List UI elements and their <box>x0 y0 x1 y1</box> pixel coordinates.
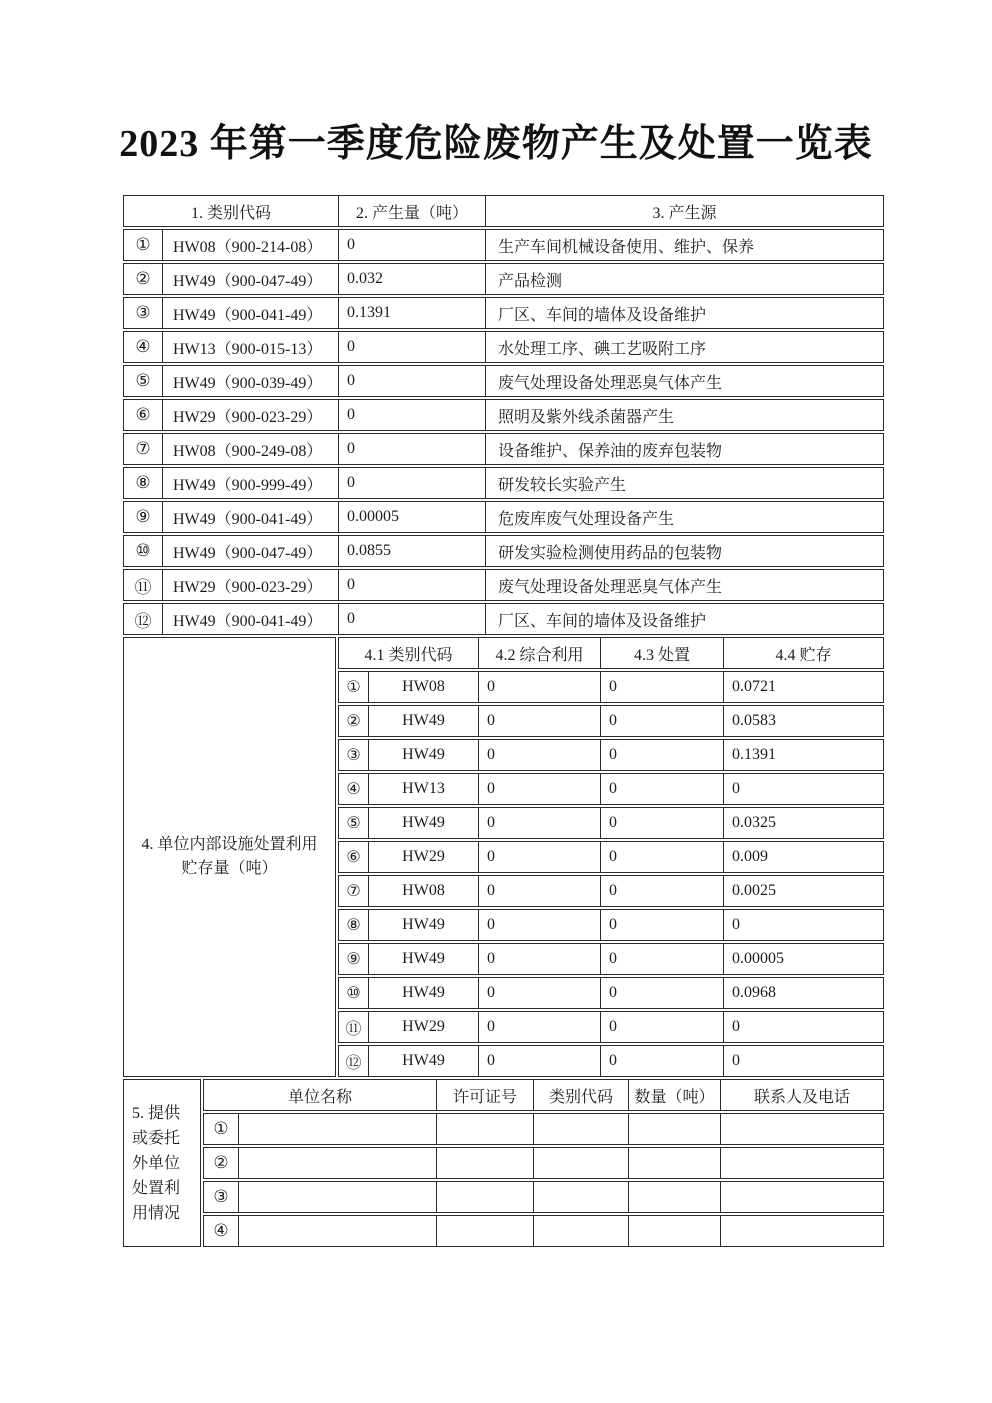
code-cell <box>534 1182 629 1212</box>
contact-cell <box>721 1148 883 1178</box>
storage-cell: 0.009 <box>732 848 768 865</box>
quantity-cell <box>629 1182 721 1212</box>
disposal-cell: 0 <box>601 910 724 940</box>
row-number: ② <box>204 1148 239 1178</box>
table-row <box>123 229 884 261</box>
amount-cell: 0.00005 <box>339 502 486 532</box>
amount-cell: 0 <box>339 332 486 362</box>
header-category-code: 1. 类别代码 <box>124 196 339 226</box>
code-cell: HW49 <box>369 1046 479 1076</box>
disposal-cell: 0 <box>601 1046 724 1076</box>
section5-label-line5: 用情况 <box>132 1204 181 1222</box>
row-number: ⑪ <box>339 1012 369 1042</box>
storage-cell: 0 <box>732 1052 740 1069</box>
row-number: ④ <box>339 774 369 804</box>
row-number: ⑨ <box>339 944 369 974</box>
utilization-cell: 0 <box>479 706 601 736</box>
source-cell: 厂区、车间的墙体及设备维护 <box>498 306 707 324</box>
row-number: ⑥ <box>339 842 369 872</box>
table-row <box>338 943 884 975</box>
unit-name-cell <box>239 1182 437 1212</box>
utilization-cell: 0 <box>479 876 601 906</box>
code-cell <box>534 1114 629 1144</box>
row-number: ⑩ <box>339 978 369 1008</box>
table-row <box>203 1113 884 1145</box>
amount-cell: 0 <box>339 570 486 600</box>
utilization-cell: 0 <box>479 808 601 838</box>
row-number: ① <box>204 1114 239 1144</box>
disposal-cell: 0 <box>601 706 724 736</box>
section4 <box>123 637 884 1077</box>
contact-cell <box>721 1216 883 1246</box>
utilization-cell: 0 <box>479 1012 601 1042</box>
permit-cell <box>437 1114 534 1144</box>
code-cell: HW29 <box>369 842 479 872</box>
header-category-code: 类别代码 <box>534 1080 629 1110</box>
section5-label-line4: 处置利 <box>132 1179 181 1197</box>
row-number: ⑧ <box>339 910 369 940</box>
utilization-cell: 0 <box>479 910 601 940</box>
utilization-cell: 0 <box>479 774 601 804</box>
table-row <box>338 671 884 703</box>
code-cell: HW13 <box>369 774 479 804</box>
source-cell: 研发较长实验产生 <box>498 476 627 494</box>
utilization-cell: 0 <box>479 1046 601 1076</box>
page-title: 2023 年第一季度危险废物产生及处置一览表 <box>119 123 873 165</box>
section4-label-line2: 贮存量（吨） <box>181 860 278 877</box>
header-42-utilization: 4.2 综合利用 <box>479 638 601 668</box>
header-43-disposal: 4.3 处置 <box>601 638 724 668</box>
table-row <box>338 1011 884 1043</box>
code-cell: HW08 <box>369 672 479 702</box>
table-row <box>123 501 884 533</box>
table-row <box>123 331 884 363</box>
disposal-cell: 0 <box>601 808 724 838</box>
permit-cell <box>437 1182 534 1212</box>
category-code-cell: HW29（900-023-29） <box>163 400 339 430</box>
table-row <box>123 569 884 601</box>
code-cell <box>534 1216 629 1246</box>
code-cell: HW29 <box>369 1012 479 1042</box>
header-contact: 联系人及电话 <box>753 1088 850 1106</box>
amount-cell: 0 <box>339 434 486 464</box>
section5-table <box>203 1079 884 1247</box>
amount-cell: 0 <box>339 604 486 634</box>
utilization-cell: 0 <box>479 672 601 702</box>
section5-body <box>203 1113 884 1247</box>
header-unit-name: 单位名称 <box>204 1080 437 1110</box>
section5-label <box>123 1079 201 1247</box>
row-number: ④ <box>204 1216 239 1246</box>
table-row <box>203 1181 884 1213</box>
code-cell: HW49 <box>369 740 479 770</box>
section5-label-line2: 或委托 <box>132 1129 181 1147</box>
source-cell: 废气处理设备处理恶臭气体产生 <box>498 578 723 596</box>
table-row <box>338 773 884 805</box>
disposal-cell: 0 <box>601 876 724 906</box>
header-source: 3. 产生源 <box>652 204 717 222</box>
storage-cell: 0.0025 <box>732 882 776 899</box>
section5-header-row <box>203 1079 884 1111</box>
utilization-cell: 0 <box>479 740 601 770</box>
table-row <box>338 739 884 771</box>
category-code-cell: HW49（900-039-49） <box>163 366 339 396</box>
amount-cell: 0.1391 <box>339 298 486 328</box>
disposal-cell: 0 <box>601 944 724 974</box>
storage-cell: 0.0721 <box>732 678 776 695</box>
row-number: ⑧ <box>124 468 163 498</box>
table-row <box>338 977 884 1009</box>
table-row <box>123 365 884 397</box>
header-quantity: 数量（吨） <box>629 1080 721 1110</box>
header-amount: 2. 产生量（吨） <box>339 196 486 226</box>
table1-body <box>123 229 884 635</box>
row-number: ③ <box>204 1182 239 1212</box>
header-permit-no: 许可证号 <box>437 1080 534 1110</box>
table-row <box>338 705 884 737</box>
unit-name-cell <box>239 1114 437 1144</box>
amount-cell: 0 <box>339 366 486 396</box>
code-cell: HW49 <box>369 808 479 838</box>
category-code-cell: HW49（900-047-49） <box>163 536 339 566</box>
section4-label <box>123 637 336 1077</box>
quantity-cell <box>629 1114 721 1144</box>
source-cell: 废气处理设备处理恶臭气体产生 <box>498 374 723 392</box>
category-code-cell: HW29（900-023-29） <box>163 570 339 600</box>
table-row <box>338 807 884 839</box>
amount-cell: 0.0855 <box>339 536 486 566</box>
storage-cell: 0.0583 <box>732 712 776 729</box>
category-code-cell: HW13（900-015-13） <box>163 332 339 362</box>
permit-cell <box>437 1148 534 1178</box>
storage-cell: 0.1391 <box>732 746 776 763</box>
row-number: ① <box>339 672 369 702</box>
disposal-cell: 0 <box>601 672 724 702</box>
storage-cell: 0.0325 <box>732 814 776 831</box>
waste-table <box>123 195 884 1247</box>
contact-cell <box>721 1114 883 1144</box>
row-number: ② <box>339 706 369 736</box>
row-number: ⑦ <box>124 434 163 464</box>
code-cell <box>534 1148 629 1178</box>
table-row <box>123 263 884 295</box>
table-row <box>123 535 884 567</box>
row-number: ⑫ <box>339 1046 369 1076</box>
row-number: ⑨ <box>124 502 163 532</box>
section5-label-line1: 5. 提供 <box>132 1104 181 1122</box>
section5-label-line3: 外单位 <box>132 1154 181 1172</box>
table-row <box>203 1147 884 1179</box>
code-cell: HW49 <box>369 706 479 736</box>
code-cell: HW49 <box>369 910 479 940</box>
utilization-cell: 0 <box>479 978 601 1008</box>
table-row <box>338 909 884 941</box>
category-code-cell: HW08（900-249-08） <box>163 434 339 464</box>
row-number: ① <box>124 230 163 260</box>
row-number: ⑩ <box>124 536 163 566</box>
permit-cell <box>437 1216 534 1246</box>
row-number: ③ <box>124 298 163 328</box>
table-row <box>123 297 884 329</box>
disposal-cell: 0 <box>601 740 724 770</box>
storage-cell: 0.00005 <box>732 950 784 967</box>
unit-name-cell <box>239 1148 437 1178</box>
category-code-cell: HW49（900-047-49） <box>163 264 339 294</box>
category-code-cell: HW49（900-999-49） <box>163 468 339 498</box>
row-number: ⑤ <box>124 366 163 396</box>
category-code-cell: HW49（900-041-49） <box>163 298 339 328</box>
row-number: ③ <box>339 740 369 770</box>
quantity-cell <box>629 1216 721 1246</box>
storage-cell: 0 <box>732 916 740 933</box>
utilization-cell: 0 <box>479 944 601 974</box>
disposal-cell: 0 <box>601 774 724 804</box>
category-code-cell: HW49（900-041-49） <box>163 604 339 634</box>
contact-cell <box>721 1182 883 1212</box>
table-row <box>123 603 884 635</box>
source-cell: 厂区、车间的墙体及设备维护 <box>498 612 707 630</box>
source-cell: 水处理工序、碘工艺吸附工序 <box>498 340 707 358</box>
source-cell: 设备维护、保养油的废弃包装物 <box>498 442 723 460</box>
quantity-cell <box>629 1148 721 1178</box>
disposal-cell: 0 <box>601 1012 724 1042</box>
row-number: ⑫ <box>124 604 163 634</box>
row-number: ⑥ <box>124 400 163 430</box>
section5 <box>123 1079 884 1247</box>
table-row <box>338 1045 884 1077</box>
storage-cell: 0 <box>732 780 740 797</box>
section4-label-line1: 4. 单位内部设施处置利用 <box>141 836 318 853</box>
storage-cell: 0.0968 <box>732 984 776 1001</box>
row-number: ⑤ <box>339 808 369 838</box>
code-cell: HW08 <box>369 876 479 906</box>
category-code-cell: HW08（900-214-08） <box>163 230 339 260</box>
amount-cell: 0.032 <box>339 264 486 294</box>
disposal-cell: 0 <box>601 842 724 872</box>
code-cell: HW49 <box>369 978 479 1008</box>
table-row <box>123 399 884 431</box>
row-number: ⑦ <box>339 876 369 906</box>
header-41-category: 4.1 类别代码 <box>339 638 479 668</box>
header-44-storage: 4.4 贮存 <box>775 646 832 664</box>
table1-header-row <box>123 195 884 227</box>
disposal-cell: 0 <box>601 978 724 1008</box>
amount-cell: 0 <box>339 400 486 430</box>
table-row <box>123 433 884 465</box>
source-cell: 危废库废气处理设备产生 <box>498 510 675 528</box>
row-number: ⑪ <box>124 570 163 600</box>
table-row <box>338 875 884 907</box>
source-cell: 产品检测 <box>498 272 563 290</box>
category-code-cell: HW49（900-041-49） <box>163 502 339 532</box>
amount-cell: 0 <box>339 230 486 260</box>
section4-header-row <box>338 637 884 669</box>
row-number: ② <box>124 264 163 294</box>
table-row <box>123 467 884 499</box>
unit-name-cell <box>239 1216 437 1246</box>
code-cell: HW49 <box>369 944 479 974</box>
storage-cell: 0 <box>732 1018 740 1035</box>
table-row <box>203 1215 884 1247</box>
source-cell: 研发实验检测使用药品的包装物 <box>498 544 723 562</box>
utilization-cell: 0 <box>479 842 601 872</box>
source-cell: 照明及紫外线杀菌器产生 <box>498 408 675 426</box>
amount-cell: 0 <box>339 468 486 498</box>
row-number: ④ <box>124 332 163 362</box>
source-cell: 生产车间机械设备使用、维护、保养 <box>498 238 755 256</box>
table-row <box>338 841 884 873</box>
section4-body <box>338 671 884 1077</box>
section4-table <box>338 637 884 1077</box>
